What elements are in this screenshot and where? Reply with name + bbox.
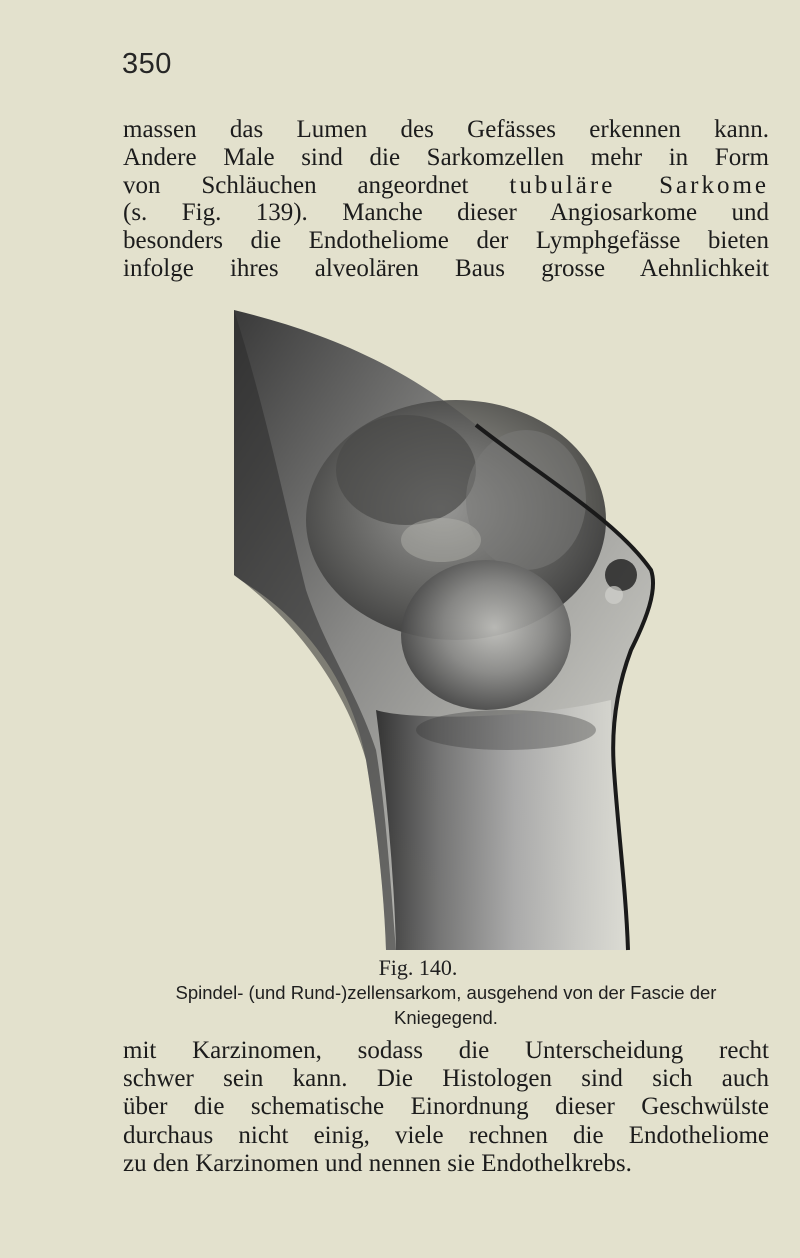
caption-line: Spindel- (und Rund-)zellensarkom, ausgehend von der Fascie der [175, 982, 717, 1003]
figure-caption [123, 980, 769, 1030]
page-number: 350 [122, 48, 172, 80]
text-line: Andere Male sind die Sarkomzellen mehr in Form [123, 143, 769, 171]
caption-line: Kniegegend. [394, 1007, 498, 1028]
text-line: mit Karzinomen, sodass die Unterscheidung recht [123, 1037, 769, 1064]
text-line: infolge ihres alveolären Baus grosse Aehnlichkeit [123, 254, 769, 282]
emphasized-term: tubuläre Sarkome [509, 171, 770, 199]
text-line: massen das Lumen des Gefässes erkennen kann. [123, 116, 769, 143]
text-segment: von Schläuchen angeordnet [123, 171, 469, 199]
text-line: (s. Fig. 139). Manche dieser Angiosarkome und [123, 199, 769, 227]
top-paragraph [123, 116, 769, 283]
text-line: über die schematische Einordnung dieser Geschwülste [123, 1093, 769, 1121]
figure-label: Fig. 140. [378, 955, 458, 980]
text-line: schwer sein kann. Die Histologen sind sich auch [123, 1065, 769, 1093]
bottom-paragraph [123, 1037, 769, 1178]
text-line: zu den Karzinomen und nennen sie Endothelkrebs. [123, 1149, 632, 1177]
text-line: besonders die Endotheliome der Lymphgefässe bieten [123, 227, 769, 255]
text-line: durchaus nicht einig, viele rechnen die Endotheliome [123, 1121, 769, 1149]
text-line [123, 172, 769, 200]
knee-photograph [226, 290, 666, 955]
